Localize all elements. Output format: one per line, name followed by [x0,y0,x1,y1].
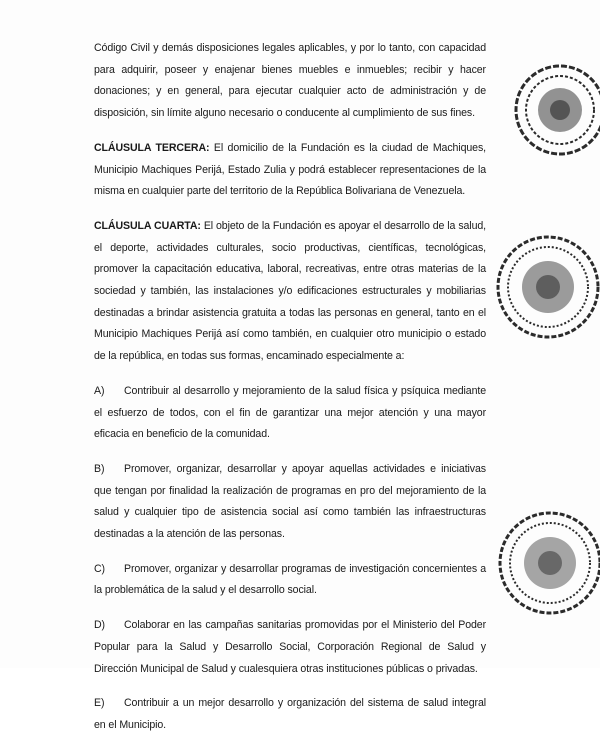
document-body [94,38,486,737]
clause-cuarta [94,216,486,368]
item-c [94,559,486,602]
clause-tercera [94,138,486,203]
item-b-text: Promover, organizar, desarrollar y apoyar aquellas actividades e iniciativas que tengan por finalidad la realización de programas en pro del mejoramiento de la salud y cualquier tipo de asistencia social así como también las infraestructuras destinadas a la atención de las personas. [94,462,486,541]
seal-stamp-top [500,60,600,160]
clause-cuarta-body: El objeto de la Fundación es apoyar el desarrollo de la salud, el deporte, actividades culturales, socio productivas, científicas, tecnológicas, promover la capacitación educativa, laboral, recreativas, entre otras materias de la sociedad y también, las instalaciones y/o edificaciones estructurales y mobiliarias destinadas a brindar asistencia gratuita a todas las personas en general, tanto en el Municipio Machiques Perijá así como también, en cualquier otro municipio o estado de la república, en todas sus formas, encaminado especialmente a: [94,219,486,363]
item-a-text: Contribuir al desarrollo y mejoramiento de la salud física y psíquica mediante el esfuerzo de todos, con el fin de garantizar una mejor atención y una mayor eficacia en beneficio de la comunidad. [94,384,486,441]
item-d-letter: D) [94,619,105,632]
item-e-text: Contribuir a un mejor desarrollo y organización del sistema de salud integral en el Municipio. [94,697,486,731]
item-b [94,459,486,546]
item-d [94,615,486,680]
paragraph-intro: Código Civil y demás disposiciones legales aplicables, y por lo tanto, con capacidad para adquirir, poseer y enajenar bienes muebles e inmuebles; recibir y hacer donaciones; y en general, para ejecutar cualquier acto de administración y de disposición, sin límite alguno necesario o conducente al cumplimiento de sus fines. [94,42,486,120]
item-c-letter: C) [94,562,105,575]
clause-cuarta-heading: CLÁUSULA CUARTA: [94,219,201,232]
item-e [94,693,486,736]
item-b-letter: B) [94,462,105,475]
clause-tercera-body: El domicilio de la Fundación es la ciudad de Machiques, Municipio Machiques Perijá, Estado Zulia y podrá establecer representaciones de la misma en cualquier parte del territorio de la República Bolivariana de Venezuela. [94,141,487,198]
item-c-text: Promover, organizar y desarrollar programas de investigación concernientes a la problemática de la salud y el desarrollo social. [94,562,486,597]
item-e-letter: E) [94,697,105,710]
seal-stamp-middle [478,232,600,342]
clause-tercera-heading: CLÁUSULA TERCERA: [94,141,210,154]
item-a-letter: A) [94,384,105,397]
item-a [94,381,486,446]
item-d-text: Colaborar en las campañas sanitarias promovidas por el Ministerio del Poder Popular para la Salud y Desarrollo Social, Corporación Regional de Salud y Dirección Municipal de Salud y cualesquiera otras instituciones públicas o privadas. [94,619,486,675]
seal-stamp-bottom [482,508,600,618]
